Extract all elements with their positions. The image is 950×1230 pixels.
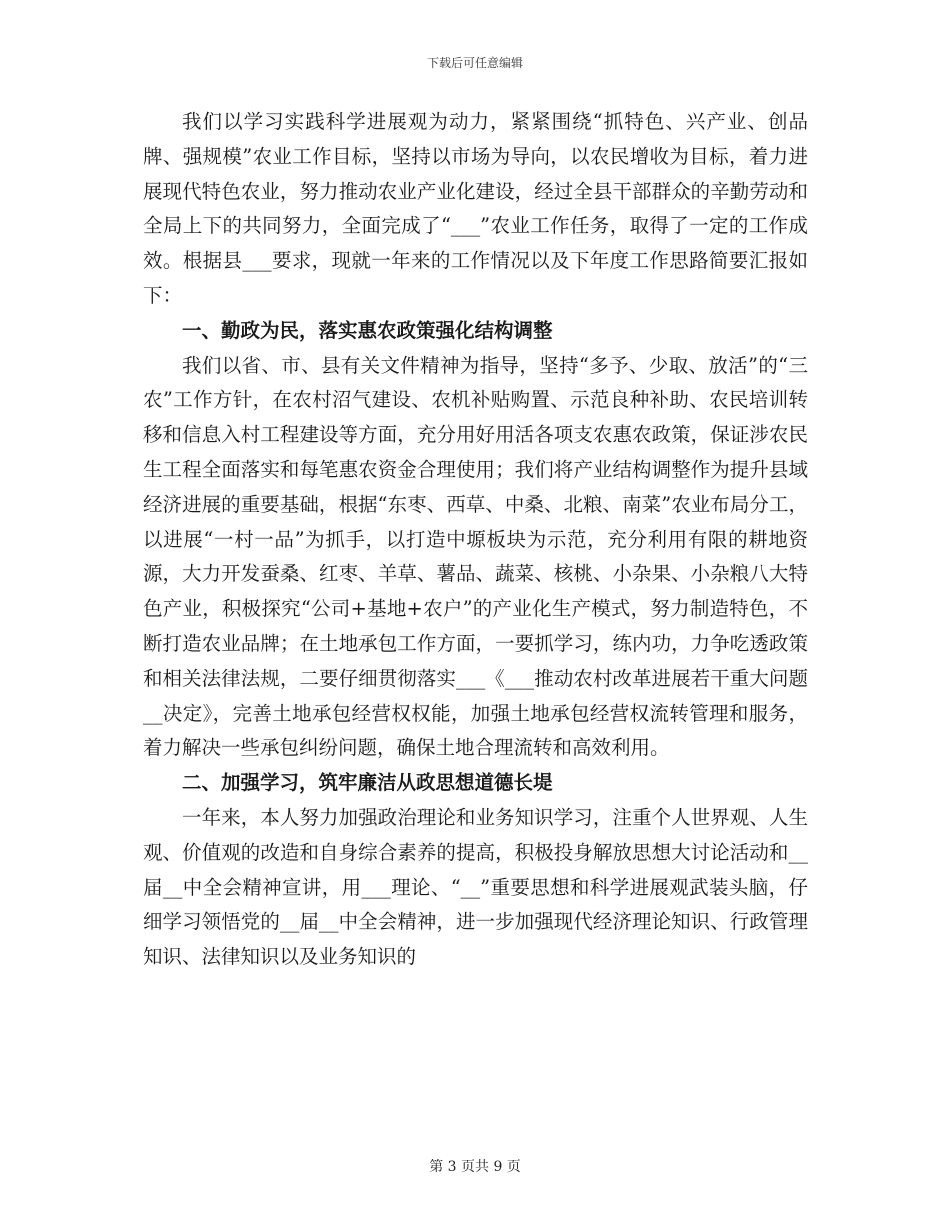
page-footer: 第 3 页共 9 页 <box>429 1159 521 1175</box>
section-heading-1: 一、勤政为民，落实惠农政策强化结构调整 <box>182 318 553 342</box>
page-header: 下载后可任意编辑 <box>426 56 523 70</box>
paragraph-intro: 我们以学习实践科学进展观为动力，紧紧围绕“抓特色、兴产业、创品牌、强规模”农业工作目标，坚持以市场为导向，以农民增收为目标，着力进展现代特色农业，努力推动农业产业化建设，经过全县干部群众的辛勤劳动和全局上下的共同努力，全面完成了“___”农业工作任务，取得了一定的工作成效。根据县___要求，现就一年来的工作情况以及下年度工作思路简要汇报如下： <box>143 110 808 307</box>
section-heading-2: 二、加强学习，筑牢廉洁从政思想道德长堤 <box>182 771 553 795</box>
paragraph-study: 一年来，本人努力加强政治理论和业务知识学习，注重个人世界观、人生观、价值观的改造和自身综合素养的提高，积极投身解放思想大讨论活动和__届__中全会精神宣讲，用___理论、“__”重要思想和科学进展观武装头脑，仔细学习领悟党的__届__中全会精神，进一步加强现代经济理论知识、行政管理知识、法律知识以及业务知识的 <box>143 805 808 969</box>
paragraph-policy: 我们以省、市、县有关文件精神为指导，坚持“多予、少取、放活”的“三农”工作方针，在农村沼气建设、农机补贴购置、示范良种补助、农民培训转移和信息入村工程建设等方面，充分用好用活各项支农惠农政策，保证涉农民生工程全面落实和每笔惠农资金合理使用；我们将产业结构调整作为提升县域经济进展的重要基础，根据“东枣、西草、中桑、北粮、南菜”农业布局分工，以进展“一村一品”为抓手，以打造中塬板块为示范，充分利用有限的耕地资源，大力开发蚕桑、红枣、羊草、薯品、蔬菜、核桃、小杂果、小杂粮八大特色产业，积极探究“公司+基地+农户”的产业化生产模式，努力制造特色，不断打造农业品牌；在土地承包工作方面，一要抓学习，练内功，力争吃透政策和相关法律法规，二要仔细贯彻落实___《___推动农村改革进展若干重大问题__决定》，完善土地承包经营权权能，加强土地承包经营权流转管理和服务，着力解决一些承包纠纷问题，确保土地合理流转和高效利用。 <box>143 353 808 760</box>
document-body <box>143 105 808 975</box>
